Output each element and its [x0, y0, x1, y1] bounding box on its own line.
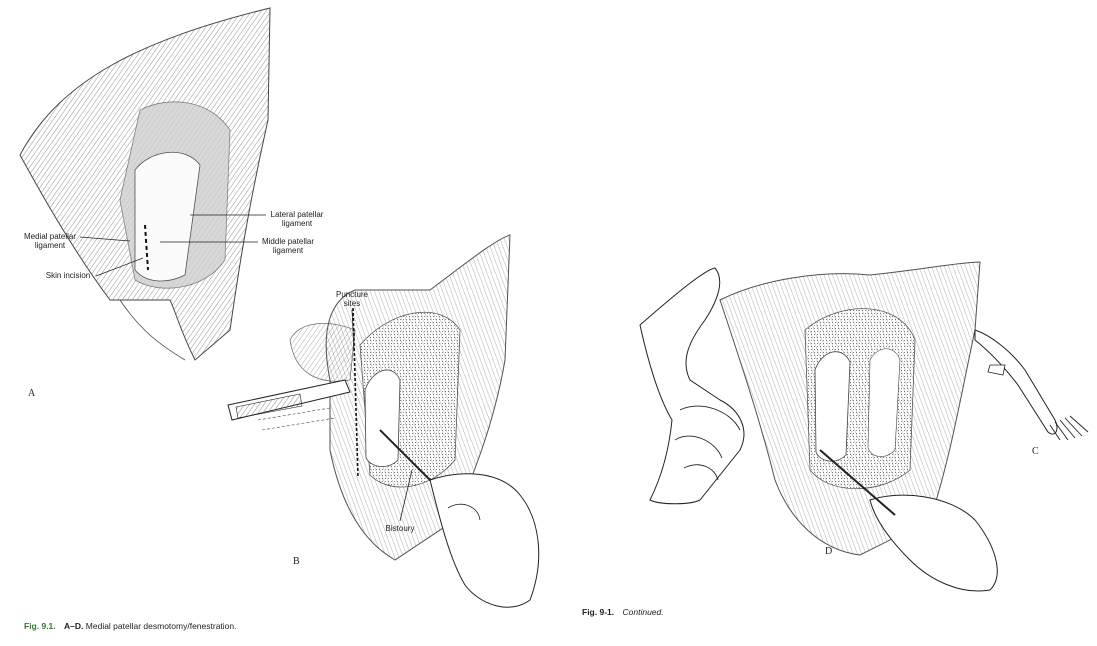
figure-caption-text: Medial patellar desmotomy/fenestration.	[85, 621, 237, 631]
label-line-1: Medial patellar	[23, 232, 77, 241]
label-line-2: ligament	[272, 246, 304, 255]
label-skin-incision: Skin incision	[45, 271, 91, 280]
figure-number: Fig. 9.1.	[24, 621, 56, 631]
label-line-2: ligament	[281, 219, 313, 228]
label-line-1: Middle patellar	[261, 237, 315, 246]
figure-panel-range: A–D.	[64, 621, 84, 631]
panel-letter-c: C	[1032, 446, 1039, 457]
label-bistoury: Bistoury	[385, 524, 415, 533]
panel-letter-d: D	[825, 546, 833, 557]
figure-caption-right	[582, 607, 664, 617]
label-middle-patellar-ligament	[253, 237, 323, 255]
panel-letter-a: A	[28, 388, 36, 399]
label-puncture-sites	[328, 290, 376, 308]
label-line-2: ligament	[34, 241, 66, 250]
label-lateral-patellar-ligament	[262, 210, 332, 228]
label-medial-patellar-ligament	[18, 232, 82, 250]
label-line-1: Lateral patellar	[270, 210, 324, 219]
panel-letter-b: B	[293, 556, 300, 567]
label-line-1: Puncture	[335, 290, 369, 299]
figure-caption-left	[24, 621, 237, 631]
figure-number: Fig. 9-1.	[582, 607, 615, 617]
figure-caption-text: Continued.	[622, 607, 664, 617]
bistoury-c	[975, 330, 1088, 440]
knee-drawing-a	[20, 8, 270, 360]
label-line-2: sites	[343, 299, 361, 308]
